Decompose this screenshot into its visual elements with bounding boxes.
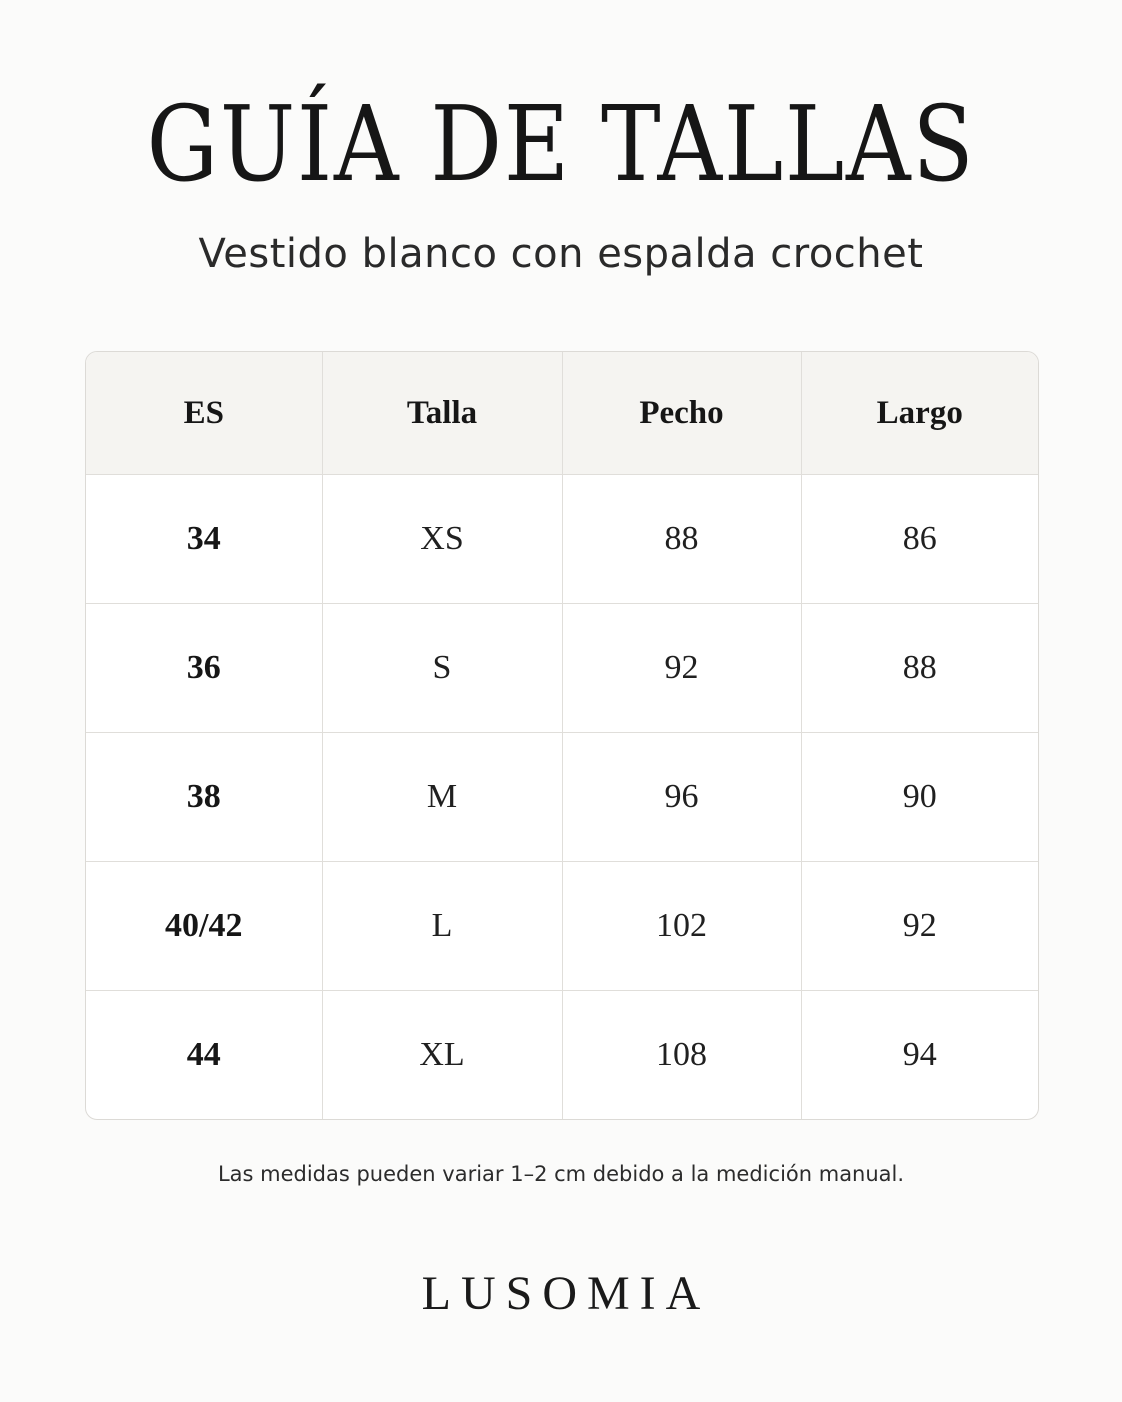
cell-es: 44 xyxy=(86,991,322,1120)
table-row xyxy=(86,733,1038,862)
cell-talla: M xyxy=(322,733,562,862)
cell-pecho: 108 xyxy=(562,991,801,1120)
column-header-largo: Largo xyxy=(801,352,1038,475)
cell-largo: 86 xyxy=(801,475,1038,604)
column-header-es: ES xyxy=(86,352,322,475)
column-header-talla: Talla xyxy=(322,352,562,475)
cell-largo: 88 xyxy=(801,604,1038,733)
page-subtitle: Vestido blanco con espalda crochet xyxy=(198,231,924,277)
cell-es: 38 xyxy=(86,733,322,862)
cell-pecho: 92 xyxy=(562,604,801,733)
table-row xyxy=(86,991,1038,1120)
cell-pecho: 102 xyxy=(562,862,801,991)
size-table xyxy=(85,351,1039,1120)
cell-talla: XL xyxy=(322,991,562,1120)
brand-logo: LUSOMIA xyxy=(421,1267,711,1320)
table-header-row xyxy=(86,352,1038,475)
page-title: GUÍA DE TALLAS xyxy=(146,83,976,205)
cell-talla: S xyxy=(322,604,562,733)
cell-largo: 94 xyxy=(902,1036,937,1073)
table-row xyxy=(86,862,1038,991)
size-chart-table xyxy=(86,352,1038,1119)
cell-es: 34 xyxy=(86,475,322,604)
cell-talla: XS xyxy=(322,475,562,604)
table-row xyxy=(86,475,1038,604)
cell-largo: 92 xyxy=(801,862,1038,991)
cell-largo: 90 xyxy=(801,733,1038,862)
table-row xyxy=(86,604,1038,733)
cell-es: 36 xyxy=(86,604,322,733)
cell-talla: L xyxy=(322,862,562,991)
column-header-pecho: Pecho xyxy=(562,352,801,475)
cell-pecho: 88 xyxy=(562,475,801,604)
measurement-note: Las medidas pueden variar 1–2 cm debido a la medición manual. xyxy=(217,1162,905,1186)
cell-es: 40/42 xyxy=(86,862,322,991)
cell-pecho: 96 xyxy=(562,733,801,862)
